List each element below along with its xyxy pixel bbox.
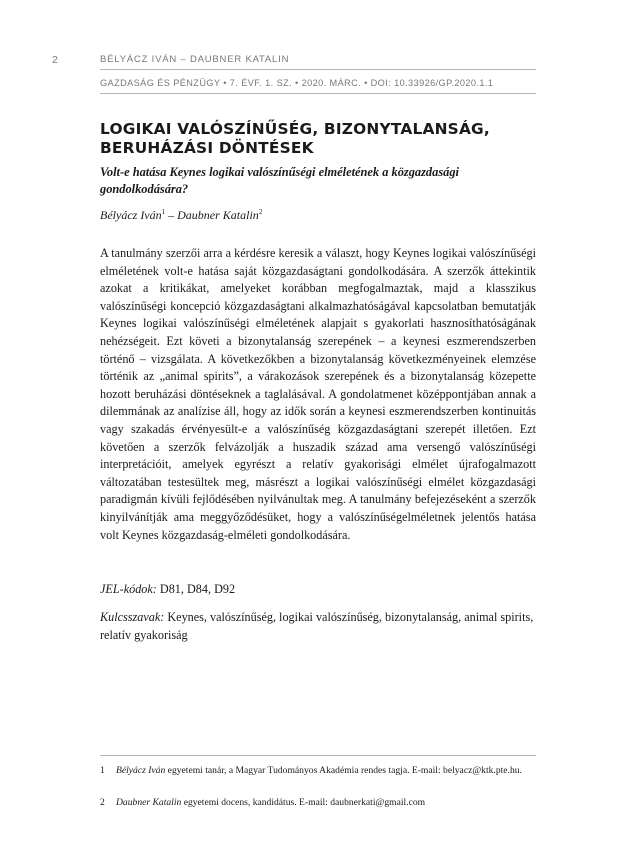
jel-values: D81, D84, D92 (156, 582, 236, 596)
footnote-author-name: Daubner Katalin (116, 797, 182, 808)
article-title: LOGIKAI VALÓSZÍNŰSÉG, BIZONYTALANSÁG, BERUHÁZÁSI DÖNTÉSEK (100, 120, 490, 157)
author-line (100, 208, 262, 223)
keywords-label: Kulcsszavak: (100, 610, 165, 624)
author-name: Bélyácz Iván (100, 208, 162, 222)
footnote-marker[interactable]: 1 (161, 208, 166, 216)
jel-codes (100, 582, 235, 597)
keywords (100, 609, 536, 644)
footnote-text[interactable]: egyetemi docens, kandidátus. E-mail: daubnerkati@gmail.com (181, 797, 426, 808)
jel-label: JEL-kódok: (100, 582, 157, 596)
footnote-text[interactable]: egyetemi tanár, a Magyar Tudományos Akadémia rendes tagja. E-mail: belyacz@ktk.pte.hu. (165, 765, 522, 776)
abstract-paragraph: A tanulmány szerzői arra a kérdésre keresik a választ, hogy Keynes logikai valószínűségi elméletének volt-e hatása saját közgazdaságtani gondolkodására. A szerzők áttekintik azokat a kritikákat, amelyeket korábban megfogalmaztak, majd a klasszikus valószínűségi koncepció közgazdaságtani alkalmazhatóságával kapcsolatban bemutatják Keynes logikai valószínűségi elméletének alapjait s gyakorlati hasznosíthatóságának nehézségeit. Ezt követi a bizonytalanság szerepének – a keynesi eszmerendszerben történő – vizsgálata. A következőkben a bizonytalanság következményeinek elemzése történik az „animal spirits”, a várakozások szerepének és a bizonytalanság közepette hozott beruházási döntéseknek a taglalásával. A gondolatmenet középpontjában annak a dilemmának az analízise áll, hogy az idők során a keynesi eszmerendszerben kontinuitás vagy szakadás érvényesült-e a valószínűség közgazdaságtani szerepét illetően. Ezt követően a szerzők felvázolják a huszadik század ama versengő valószínűségi interpretációit, amelyek egyrészt a relatív gyakorisági elmélet újrafogalmazott változatában testesültek meg, másrészt a logikai valószínűségi elmélet közgazdasági paradigmán kívüli fejlődésében nyilvánultak meg. A tanulmány befejezéseként a szerzők kinyilvánítják ama meggyőződésüket, hogy a valószínűségelméletnek jelentős hatása volt Keynes közgazdaság-elméleti gondolkodására. (100, 246, 536, 542)
author-name: Daubner Katalin (177, 208, 259, 222)
running-header-authors: BÉLYÁCZ IVÁN – DAUBNER KATALIN (100, 54, 290, 65)
footnote-divider (100, 755, 536, 756)
footnote-number: 2 (100, 797, 105, 808)
author-separator: – (165, 208, 178, 222)
page-number: 2 (52, 54, 58, 66)
journal-citation-line: GAZDASÁG ÉS PÉNZÜGY • 7. ÉVF. 1. SZ. • 2020. MÁRC. • DOI: 10.33926/GP.2020.1.1 (100, 78, 494, 88)
header-divider (100, 69, 536, 70)
keywords-values: Keynes, valószínűség, logikai valószínűség, bizonytalanság, animal spirits, relatív gyakoriság (100, 610, 534, 642)
footnote-number: 1 (100, 765, 105, 776)
footnote (100, 764, 536, 778)
article-subtitle: Volt-e hatása Keynes logikai valószínűségi elméletének a közgazdasági gondolkodására? (100, 165, 459, 196)
header-divider (100, 93, 536, 94)
footnote-marker[interactable]: 2 (258, 208, 263, 216)
footnote-author-name: Bélyácz Iván (116, 765, 166, 776)
footnote (100, 796, 536, 810)
